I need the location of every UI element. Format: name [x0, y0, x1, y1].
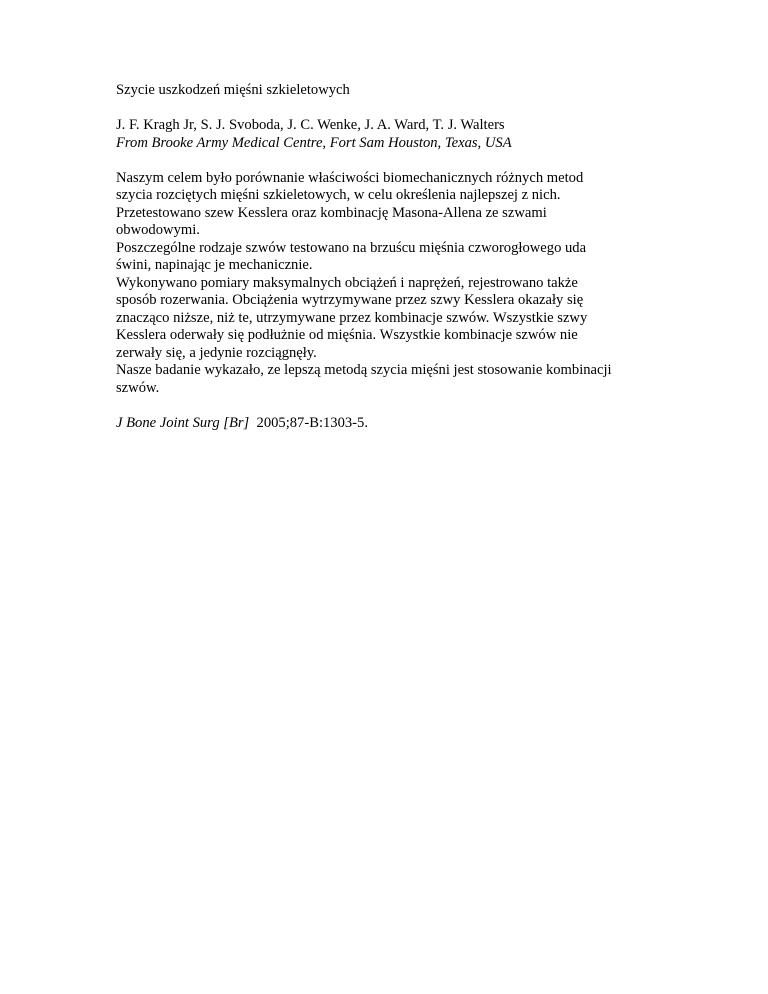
author-list: J. F. Kragh Jr, S. J. Svoboda, J. C. Wenke, J. A. Ward, T. J. Walters: [116, 117, 505, 133]
abstract-line: znacząco niższe, niż te, utrzymywane przez kombinacje szwów. Wszystkie szwy: [116, 309, 588, 326]
abstract-line: Poszczególne rodzaje szwów testowano na brzuścu mięśnia czworogłowego uda: [116, 239, 587, 256]
abstract-line: Nasze badanie wykazało, ze lepszą metodą szycia mięśni jest stosowanie kombinacji: [116, 362, 612, 378]
abstract-line: świni, napinając je mechanicznie.: [116, 257, 313, 273]
article-title: Szycie uszkodzeń mięśni szkieletowych: [116, 82, 350, 98]
abstract: [116, 170, 656, 398]
journal-reference: 2005;87-B:1303-5.: [256, 414, 368, 431]
abstract-line: Przetestowano szew Kesslera oraz kombinację Masona-Allena ze szwami: [116, 204, 547, 221]
abstract-line: zerwały się, a jedynie rozciągnęły.: [116, 344, 317, 361]
abstract-line: szwów.: [116, 379, 160, 396]
journal-name: J Bone Joint Surg [Br]: [116, 414, 250, 431]
citation: [116, 415, 656, 433]
document-page: [116, 82, 656, 432]
abstract-line: Wykonywano pomiary maksymalnych obciążeń i naprężeń, rejestrowano także: [116, 274, 578, 291]
abstract-line: sposób rozerwania. Obciążenia wytrzymywane przez szwy Kesslera okazały się: [116, 292, 584, 308]
affiliation: From Brooke Army Medical Centre, Fort Sam Houston, Texas, USA: [116, 134, 512, 151]
abstract-line: Kesslera oderwały się podłużnie od mięśnia. Wszystkie kombinacje szwów nie: [116, 327, 578, 343]
abstract-line: Naszym celem było porównanie właściwości biomechanicznych różnych metod: [116, 169, 584, 186]
abstract-line: szycia rozciętych mięśni szkieletowych, w celu określenia najlepszej z nich.: [116, 187, 561, 203]
abstract-line: obwodowymi.: [116, 222, 200, 238]
